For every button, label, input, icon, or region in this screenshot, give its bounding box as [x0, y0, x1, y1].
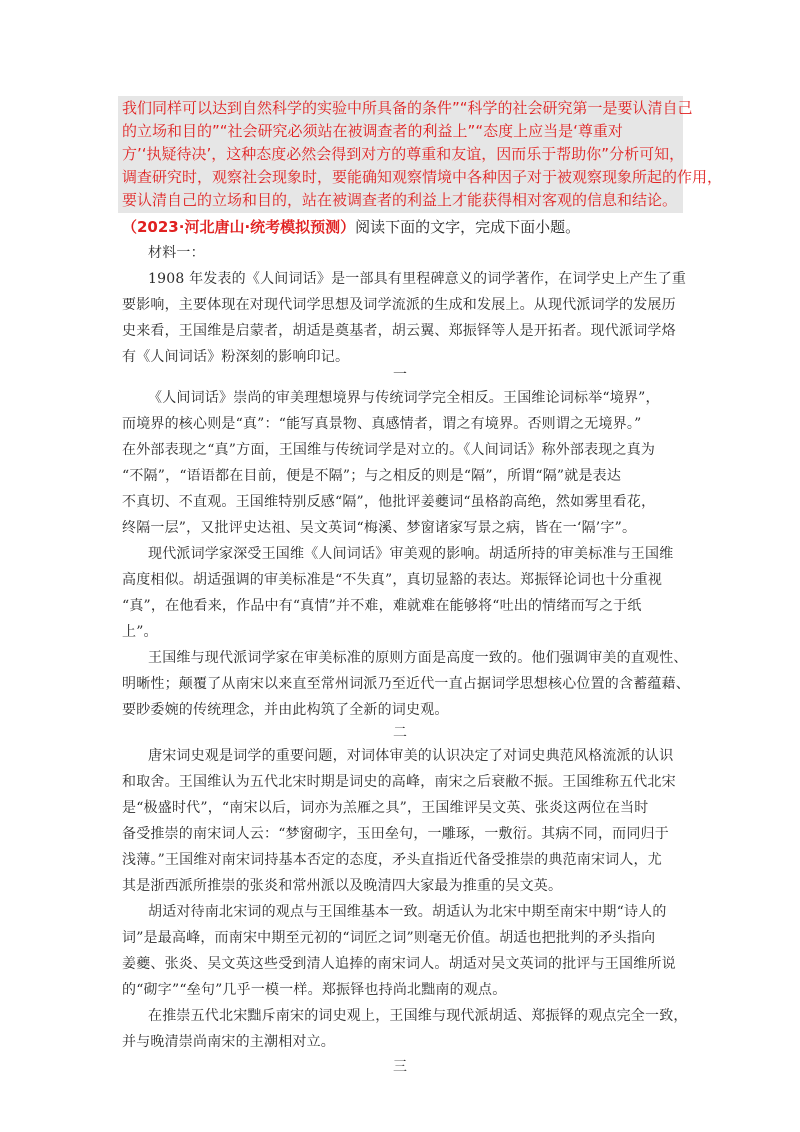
section1-line: 不真切、不直观。王国维特别反感“隔”，他批评姜夔词“虽格韵高绝，然如雾里看花，: [122, 494, 656, 510]
section-number: 二: [393, 725, 407, 741]
section1-line: 王国维与现代派词学家在审美标准的原则方面是高度一致的。他们强调审美的直观性、: [148, 650, 688, 666]
section1-line: 而境界的核心则是“真”：“能写真景物、真感情者，谓之有境界。否则谓之无境界。”: [122, 416, 642, 432]
question-source: [122, 216, 580, 238]
section2-line: 并与晚清崇尚南宋的主潮相对立。: [122, 1034, 335, 1050]
section1-line: 要眇委婉的传统理念，并由此构筑了全新的词史观。: [122, 702, 449, 718]
instruction-text: 阅读下面的文字，完成下面小题。: [355, 218, 581, 236]
section2-line: 备受推崇的南宋词人云：“梦窗砌字，玉田垒句，一雕琢，一敷衍。其病不同，而同归于: [122, 826, 669, 842]
section2-line: 唐宋词史观是词学的重要问题，对词体审美的认识决定了对词史典范风格流派的认识: [148, 748, 674, 764]
source-tag: （2023·河北唐山·统考模拟预测）: [122, 218, 356, 236]
section1-line: 终隔一层”，又批评史达祖、吴文英词“梅溪、梦窗诸家写景之病，皆在一‘隔’字”。: [122, 520, 637, 536]
intro-line: 1908 年发表的《人间词话》是一部具有里程碑意义的词学著作，在词学史上产生了重: [148, 271, 687, 287]
section1-line: 高度相似。胡适强调的审美标准是“不失真”，真切显豁的表达。郑振铎论词也十分重视: [122, 572, 663, 588]
section2-line: 胡适对待南北宋词的观点与王国维基本一致。胡适认为北宋中期至南宋中期“诗人的: [148, 904, 667, 920]
section2-line: 和取舍。王国维认为五代北宋时期是词史的高峰，南宋之后衰敝不振。王国维称五代北宋: [122, 774, 676, 790]
answer-line: 调查研究时，观察社会现象时，要能确知观察情境中各种因子对于被观察现象所起的作用，: [122, 168, 723, 186]
section2-line: 浅薄。”王国维对南宋词持基本否定的态度，矛头直指近代备受推崇的典范南宋词人，尤: [122, 852, 662, 868]
material-label: 材料一：: [148, 245, 205, 261]
section1-line: “不隔”，“语语都在目前，便是不隔”；与之相反的则是“隔”，所谓“隔”就是表达: [122, 468, 622, 484]
section1-line: 在外部表现之“真”方面，王国维与传统词学是对立的。《人间词话》称外部表现之真为: [122, 442, 656, 458]
intro-line: 史来看，王国维是启蒙者，胡适是奠基者，胡云翼、郑振铎等人是开拓者。现代派词学烙: [122, 323, 676, 339]
section-number: 三: [393, 1059, 407, 1075]
section1-line: 上”。: [122, 624, 158, 640]
answer-line: 我们同样可以达到自然科学的实验中所具备的条件”“科学的社会研究第一是要认清自己: [122, 99, 693, 117]
answer-line: 方’‘执疑待决’，这种态度必然会得到对方的尊重和友谊，因而乐于帮助你”分析可知，: [122, 145, 685, 163]
section2-line: 是“极盛时代”，“南宋以后，词亦为羔雁之具”，王国维评吴文英、张炎这两位在当时: [122, 800, 649, 816]
section2-line: 的“砌字”“垒句”几乎一模一样。郑振铎也持尚北黜南的观点。: [122, 982, 507, 998]
section1-line: “真”，在他看来，作品中有“真情”并不难，难就难在能够将“吐出的情绪而写之于纸: [122, 598, 642, 614]
section1-line: 明晰性；颠覆了从南宋以来直至常州词派乃至近代一直占据词学思想核心位置的含蓄蕴藉、: [122, 676, 690, 692]
section2-line: 其是浙西派所推崇的张炎和常州派以及晚清四大家最为推重的吴文英。: [122, 878, 563, 894]
section2-line: 在推崇五代北宋黜斥南宋的词史观上，王国维与现代派胡适、郑振铎的观点完全一致，: [148, 1008, 688, 1024]
answer-line: 要认清自己的立场和目的，站在被调查者的利益上才能获得相对客观的信息和结论。: [122, 191, 678, 209]
intro-line: 有《人间词话》粉深刻的影响印记。: [122, 349, 350, 365]
section-number: 一: [393, 367, 407, 383]
intro-line: 要影响，主要体现在对现代词学思想及词学流派的生成和发展上。从现代派词学的发展历: [122, 297, 676, 313]
answer-line: 的立场和目的”“社会研究必须站在被调查者的利益上”“态度上应当是‘尊重对: [122, 122, 623, 140]
section2-line: 姜夔、张炎、吴文英这些受到清人追捧的南宋词人。胡适对吴文英词的批评与王国维所说: [122, 956, 676, 972]
section1-line: 《人间词话》崇尚的审美理想境界与传统词学完全相反。王国维论词标举“境界”，: [148, 390, 660, 406]
section1-line: 现代派词学家深受王国维《人间词话》审美观的影响。胡适所持的审美标准与王国维: [148, 546, 674, 562]
section2-line: 词”是最高峰，而南宋中期至元初的“词匠之词”则毫无价值。胡适也把批判的矛头指向: [122, 930, 656, 946]
